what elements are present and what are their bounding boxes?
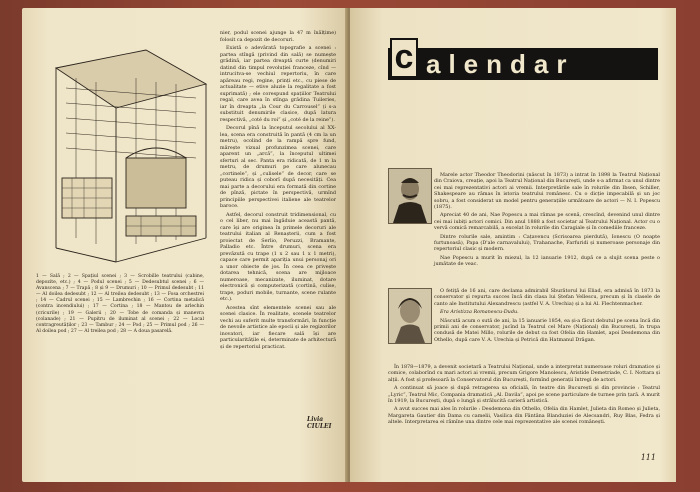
- paragraph: Acestea sînt elementele scenei sau ale scenei clasice. În realitate, scenele teatrelor vechi au suferit multe transformări, în funcție de nevoile artistice ale epocii și ale regizorilor inovatori, iar fiecare sală își are particularitățile ei, determinate de arhitectură și de repertoriul practicat.: [220, 304, 336, 350]
- portrait-photo-romanescu: [388, 288, 432, 344]
- paragraph: nier, podul scenei ajunge la 47 m înălțime) folosit ca depozit de decoruri.: [220, 30, 336, 43]
- paragraph: A continuat să joace și după retragerea sa oficială, în teatre din București și din provincie : Teatrul „Lyric”, Teatrul Mic, Compania dramatică „Al. Davila”, apoi pe scene particulare de turnee prin țară. A murit în 1919, la București, după o lungă și strălucită carieră artistică.: [388, 385, 660, 405]
- paragraph: În 1878—1879, a devenit societară a Teatrului Național, unde a interpretat numeroase roluri dramatice și comice, colaborînd cu mari actori ai vremii, precum Grigore Manolescu, Aristide Demetriade, C. I. Nottara și alții. A fost și profesoară la Conservatorul din București, formînd generații întregi de actori.: [388, 364, 660, 383]
- right-page: [350, 8, 676, 482]
- paragraph: Astfel, decorul construit tridimensional, cu o cel liber, nu mai îngăduie această pantă, care își are originea în primele decoruri ale teatrului italian al Renașterii, cum a fost proiectat de Serlio, Peruzzi, Bramante, Palladio etc. Între drumuri, scena era prevăzută cu trape (1 x 2 sau 1 x 1 metri), capace care permit apariția unui personaj ori a unor obiecte de jos. În ceea ce privește dotarea tehnică, scena are mijloace numeroase, mecanizate, iluminat, dotare electronică și computerizată (cortină, culise, trape, poduri mobile, turnante, scene rulante etc.).: [220, 211, 336, 302]
- left-article-text: [220, 30, 336, 352]
- page-number: 111: [640, 453, 656, 462]
- banner-title: alendar: [426, 49, 575, 79]
- author-signature: Livia CIULEI: [307, 416, 332, 430]
- calendar-entry-romanescu: [434, 288, 660, 345]
- paragraph: O fetiță de 16 ani, care declama admirabil Sburătorul lui Eliad, era admisă în 1873 la conservator și repurta succes încă din clasa lui Ștefan Vellescu, precum și în clasele de canto ale Institutului Alexandrescu (astfel V. A. Urechia) și a lui Al. Flechtenmacher.: [434, 288, 660, 307]
- paragraph: Nae Popescu a murit în miezul, la 12 ianuarie 1912, după ce a slujit scena peste o jumătate de veac.: [434, 254, 660, 268]
- paragraph: Născută acum o sută de ani, la 15 ianuarie 1854, ea și-a făcut debutul pe scena încă din primii ani de conservator, jucînd la Teatrul cel Mare (Național) din București, în trupa condusă de Matei Millo, rolurile de debut ca fost Ofelia din Hamlet, apoi Desdemona din Othello, după care V. A. Urechia și Petrică din Hatmanul Drăgan.: [434, 317, 660, 343]
- calendar-entry-romanescu-cont: [388, 364, 660, 428]
- illustration-caption: 1 — Sală ; 2 — Spațiul scenei ; 3 — Scrobille teatrului (cabine, depozite, etc.) ; 4 — Podul scenei ; 5 — Dedesubtul scenei ; 6 — Avanscena ; 7 — Trapă ; 8 și 9 — Drumuri ; 10 — Primul dedesubt ; 11 — Al doilea dedesubt ; 12 — Al treilea dedesubt ; 13 — Fosa orchestrei ; 14 — Cadrul scenei ; 15 — Lambrechin ; 16 — Cortina metalică (contra incendiului) ; 17 — Cortina ; 18 — Mantou de arlechin (cricurile) ; 19 — Galerii ; 20 — Tobe de comanda și manevra (colanade) ; 21 — Pupitru de iluminat al scenei ; 22 — Local contragreutăților ; 23 — Tambur ; 24 — Pod ; 25 — Primul pod ; 26 — Al doilea pod ; 27 — Al treilea pod ; 28 — A doua pasarelă.: [36, 274, 204, 334]
- paragraph: A avut succes mai ales în rolurile : Desdemona din Othello, Ofelia din Hamlet, Julieta din Romeo și Julieta, Margareta Gautier din Dama cu camelii, Vasilica din Fântâna Blanduziei de Alecsandri, Ruy Blas, Fedra și altele. Interpretarea ei rămîne una dintre cele mai reprezentative ale scenei românești.: [388, 406, 660, 426]
- paragraph: Există o adevărată topografie a scenei : partea stîngă (privind din sală) se numește grădină, iar partea dreaptă curte (denumiri datind din timpul revoluției franceze, cînd — intrucitva-se vechiul repertoriu, în care apăreau regi, regine, prinți etc., cu piese de actualitate — etive aluzie la regalitate a fost suprimată) ; ele corespund spațiilor Teatrului regal, care avea în stînga grădina Tuileries, iar în dreapta „la Cour du Carrousel” (i s-a substituit denumirile clasice, după latura respectivă, „coté du roi” și „coté de la reine”).: [220, 45, 336, 123]
- paragraph: Decorul pînă la începutul secolului al XX-lea, scena era construită în pantă (4 cm la un metru), ocolind de la rampă spre fund, mărește vizual profunzimea scenei, care aparent un „arcă”, la începutul ultimei sferturi al sec. Panta era ridicată, de 1 m la metru, de drumuri pe care alunecau „cortinele”, și „culisele” de decor, care se puteau ridica și coborî după necesități. Cea mai parte a decorului era formată din cortine de pînză, pictate în perspectivă, urmînd principiile perspectivei italiene ale teatrelor baroce.: [220, 125, 336, 209]
- paragraph: Era Aristizza Romanescu-Dudu.: [440, 309, 519, 316]
- portrait-photo-theodorini: [388, 168, 432, 224]
- paragraph: Marele actor Theodor Theodorini (născut în 1873) a intrat în 1898 la Teatrul Național din Craiova, creație, apoi la Teatrul Național din București, unde s-a afirmat ca unul dintre cei mai reprezentativi actori ai vremii. Interpretările sale în rolurile din Ibsen, Schiller, Shakespeare au rămas în istoria teatrului românesc. Cu o dicție impecabilă și un joc sobru, a fost considerat un model pentru generațiile următoare de actori — N. I. Popescu (1875).: [434, 172, 660, 211]
- left-page: [22, 8, 348, 482]
- paragraph: Dintre rolurile sale, amintim : Cațavencu (Scrisoarea pierdută), Ionescu (O noapte furtunoasă), Papa (D'ale carnavalului), Trahanache, Farfuridi și numeroase personaje din repertoriul clasic și modern.: [434, 233, 660, 253]
- paragraph: Apreciat 40 de ani, Nae Popescu a mai rămas pe scenă, crescînd, devenind unul dintre cei mai iubiți actori comici. Din anul 1888 a fost societar al Teatrului Național. Actor cu o vervă comică remarcabilă, a excelat în rolurile din Caragiale și în comediile franceze.: [434, 212, 660, 232]
- calendar-entry-theodorini: [434, 172, 660, 270]
- stage-cutaway-illustration: [36, 48, 212, 266]
- banner-initial: c: [390, 38, 418, 78]
